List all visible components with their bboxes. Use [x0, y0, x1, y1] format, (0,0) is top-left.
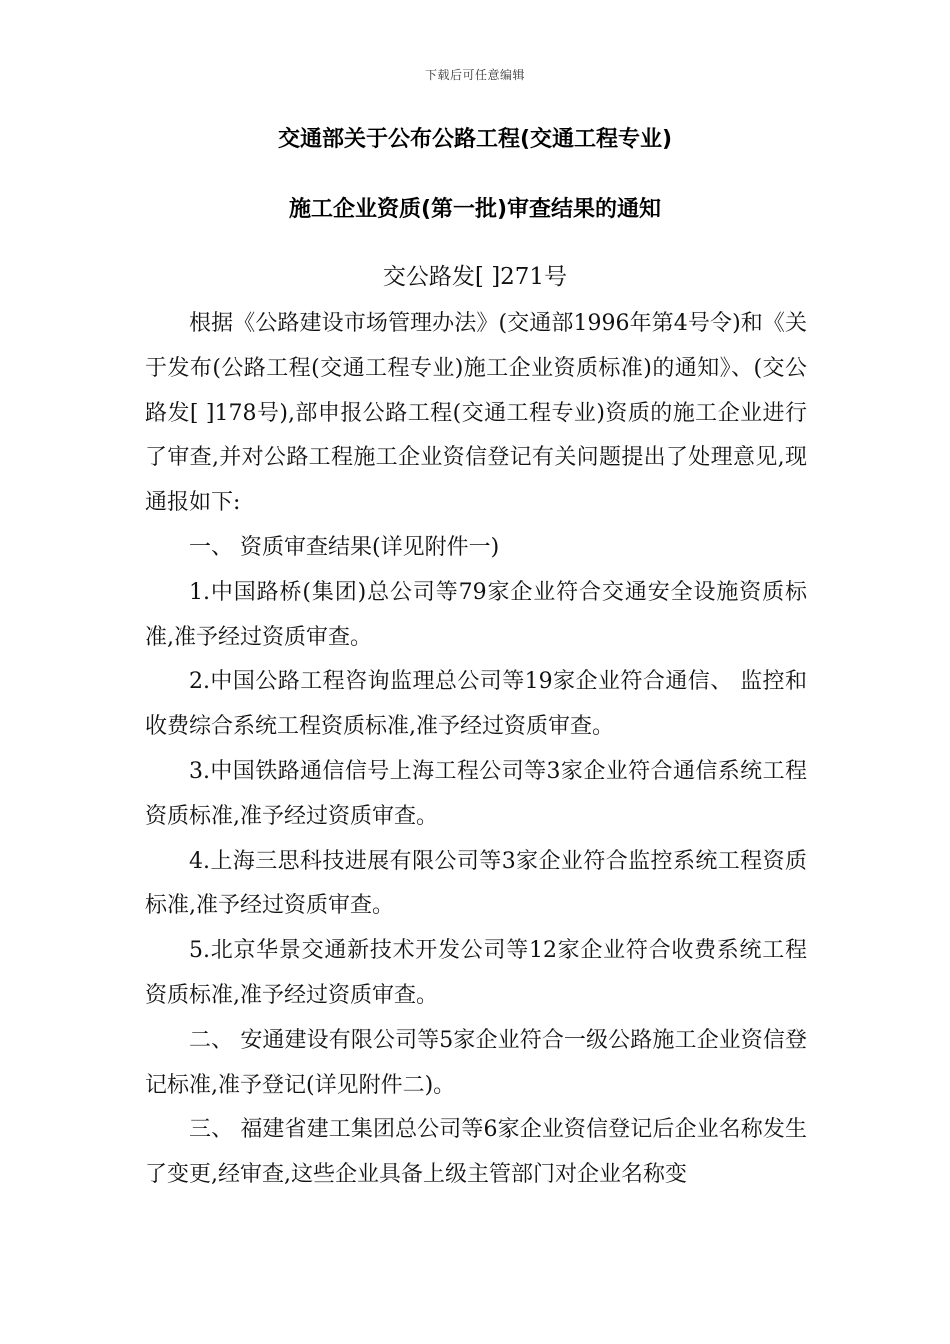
title-line-2: 施工企业资质(第一批)审查结果的通知: [288, 197, 662, 222]
paragraph-item-4: 4.上海三思科技进展有限公司等3家企业符合监控系统工程资质标准,准予经过资质审查。: [145, 848, 807, 919]
paragraph-intro: 根据《公路建设市场管理办法》(交通部1996年第4号令)和《关于发布(公路工程(交通工程专业)施工企业资质标准)的通知》、(交公路发[ ]178号),部申报公路工程(交通工程专业)资质的施工企业进行了审查,并对公路工程施工企业资信登记有关问题提出了处理意见,现通报如下:: [145, 311, 807, 516]
header-note: 下载后可任意编辑: [424, 68, 525, 82]
document-body: [145, 302, 807, 1198]
paragraph-item-3: 3.中国铁路通信信号上海工程公司等3家企业符合通信系统工程资质标准,准予经过资质审查。: [145, 758, 807, 829]
title-line-1: 交通部关于公布公路工程(交通工程专业): [277, 127, 673, 152]
paragraph-section-1: 一、 资质审查结果(详见附件一): [189, 534, 500, 560]
paragraph-item-2: 2.中国公路工程咨询监理总公司等19家企业符合通信、 监控和收费综合系统工程资质标准,准予经过资质审查。: [145, 669, 807, 740]
paragraph-item-1: 1.中国路桥(集团)总公司等79家企业符合交通安全设施资质标准,准予经过资质审查。: [145, 579, 807, 650]
document-number: 交公路发[ ]271号: [382, 264, 568, 290]
paragraph-section-2: 二、 安通建设有限公司等5家企业符合一级公路施工企业资信登记标准,准予登记(详见附件二)。: [145, 1027, 807, 1098]
paragraph-section-3: 三、 福建省建工集团总公司等6家企业资信登记后企业名称发生了变更,经审查,这些企业具备上级主管部门对企业名称变: [145, 1117, 807, 1188]
paragraph-item-5: 5.北京华景交通新技术开发公司等12家企业符合收费系统工程资质标准,准予经过资质审查。: [145, 938, 807, 1008]
